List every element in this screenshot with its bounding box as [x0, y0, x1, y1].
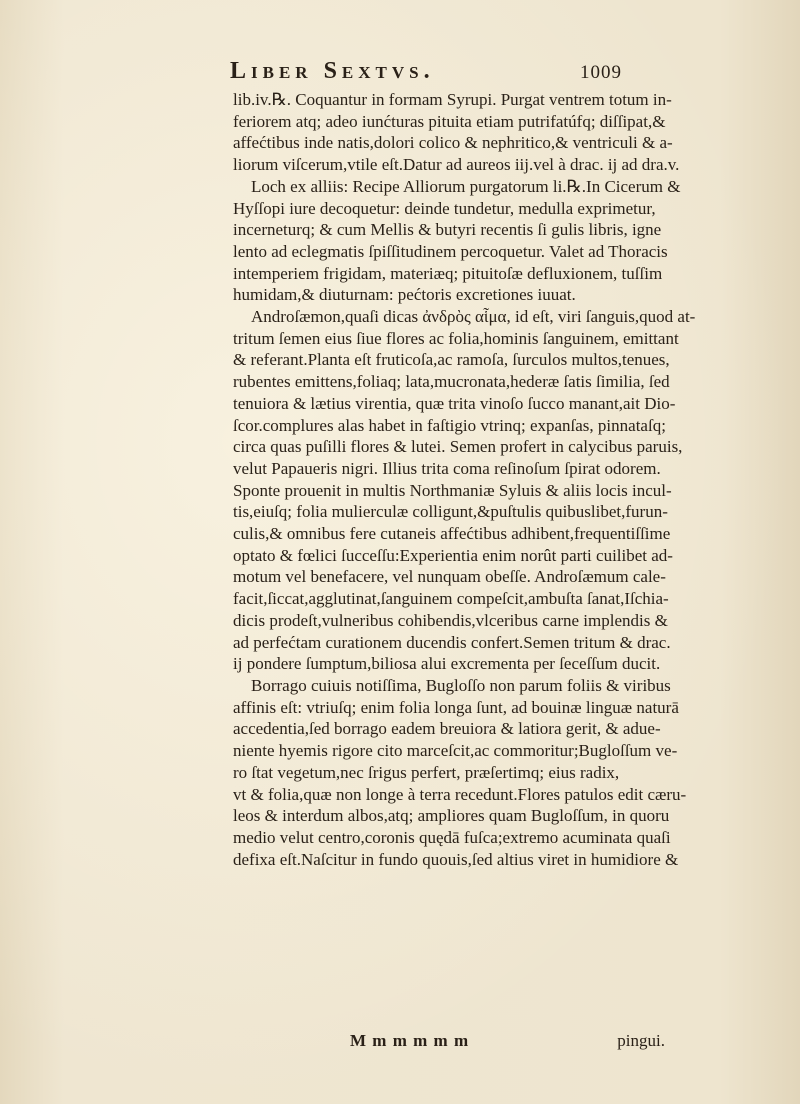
- text-line: & referant.Planta eſt fruticoſa,ac ramoſa, ſurculos multos,tenues,: [233, 350, 670, 370]
- page-header: [230, 58, 622, 88]
- page-footer: [350, 1031, 665, 1051]
- text-line: dicis prodeſt,vulneribus cohibendis,vlceribus carne implendis &: [233, 610, 668, 630]
- text-line: Androſæmon,quaſi dicas ἀνδρὸς αἷμα, id eſt, viri ſanguis,quod at-: [251, 307, 696, 327]
- text-line: rubentes emittens,foliaq; lata,mucronata,hederæ ſatis ſimilia, ſed: [233, 372, 670, 392]
- text-line: tritum ſemen eius ſiue flores ac folia,hominis ſanguinem, emittant: [233, 328, 679, 348]
- catchword: pingui.: [617, 1031, 665, 1050]
- text-line: feriorem atq; adeo iunćturas pituita etiam putrifatúfq; diſſipat,&: [233, 111, 666, 131]
- text-line: tis,eiuſq; folia mulierculæ colligunt,&puſtulis quibuslibet,furun-: [233, 502, 668, 522]
- text-line: liorum viſcerum,vtile eſt.Datur ad aureos iij.vel à drac. ij ad dra.v.: [233, 155, 680, 175]
- text-line: motum vel benefacere, vel nunquam obeſſe. Androſæmum cale-: [233, 567, 666, 587]
- text-line: velut Papaueris nigri. Illius trita coma reſinoſum ſpirat odorem.: [233, 458, 661, 478]
- text-line: lento ad eclegmatis ſpiſſitudinem percoquetur. Valet ad Thoracis: [233, 241, 668, 261]
- text-line: defixa eſt.Naſcitur in fundo quouis,ſed altius viret in humidiore &: [233, 849, 679, 869]
- text-line: Borrago cuiuis notiſſima, Bugloſſo non parum foliis & viribus: [251, 675, 671, 695]
- signature-mark: M m m m m m: [350, 1031, 470, 1050]
- text-line: facit,ſiccat,agglutinat,ſanguinem compeſcit,ambuſta ſanat,Iſchia-: [233, 589, 669, 609]
- running-title: Liber Sextvs.: [230, 58, 435, 84]
- text-line: leos & interdum albos,atq; ampliores quam Bugloſſum, in quoru: [233, 806, 670, 826]
- text-body: [233, 89, 696, 870]
- text-line: niente hyemis rigore cito marceſcit,ac commoritur;Bugloſſum ve-: [233, 741, 678, 761]
- text-line: incerneturq; & cum Mellis & butyri recentis ſi gulis libris, igne: [233, 220, 662, 240]
- text-line: culis,& omnibus fere cutaneis affećtibus adhibent,frequentiſſime: [233, 524, 671, 544]
- text-line: accedentia,ſed borrago eadem breuiora & latiora gerit, & adue-: [233, 719, 661, 739]
- text-line: ro ſtat vegetum,nec ſrigus perfert, præſertimq; eius radix,: [233, 762, 620, 782]
- text-line: tenuiora & lætius virentia, quæ trita vinoſo ſucco manant,ait Dio-: [233, 393, 676, 413]
- page-number: 1009: [580, 62, 622, 83]
- text-line: medio velut centro,coronis quędā fuſca;extremo acuminata quaſi: [233, 827, 671, 847]
- text-line: Loch ex alliis: Recipe Alliorum purgatorum li.℞.In Cicerum &: [251, 176, 681, 196]
- text-line: ad perfećtam curationem ducendis confert.Semen tritum & drac.: [233, 632, 671, 652]
- text-line: Hyſſopi iure decoquetur: deinde tundetur, medulla exprimetur,: [233, 198, 656, 218]
- text-line: vt & folia,quæ non longe à terra recedunt.Flores patulos edit cæru-: [233, 784, 687, 804]
- text-line: affećtibus inde natis,dolori colico & nephritico,& ventriculi & a-: [233, 133, 673, 153]
- text-line: circa quas puſilli flores & lutei. Semen profert in calycibus paruis,: [233, 437, 683, 457]
- text-line: intemperiem frigidam, materiæq; pituitoſæ defluxionem, tuſſim: [233, 263, 663, 283]
- text-line: optato & fœlici ſucceſſu:Experientia enim norût parti cuilibet ad-: [233, 545, 673, 565]
- text-line: ij pondere ſumptum,biliosa alui excrementa per ſeceſſum ducit.: [233, 654, 661, 674]
- text-line: ſcor.complures alas habet in faſtigio vtrinq; expanſas, pinnataſq;: [233, 415, 666, 435]
- text-line: affinis eſt: vtriuſq; enim folia longa ſunt, ad bouinæ linguæ naturā: [233, 697, 679, 717]
- text-line: lib.iv.℞. Coquantur in formam Syrupi. Purgat ventrem totum in-: [233, 90, 672, 109]
- text-line: humidam,& diuturnam: pećtoris excretiones iuuat.: [233, 285, 576, 305]
- text-line: Sponte prouenit in multis Northmaniæ Syluis & aliis locis incul-: [233, 480, 672, 500]
